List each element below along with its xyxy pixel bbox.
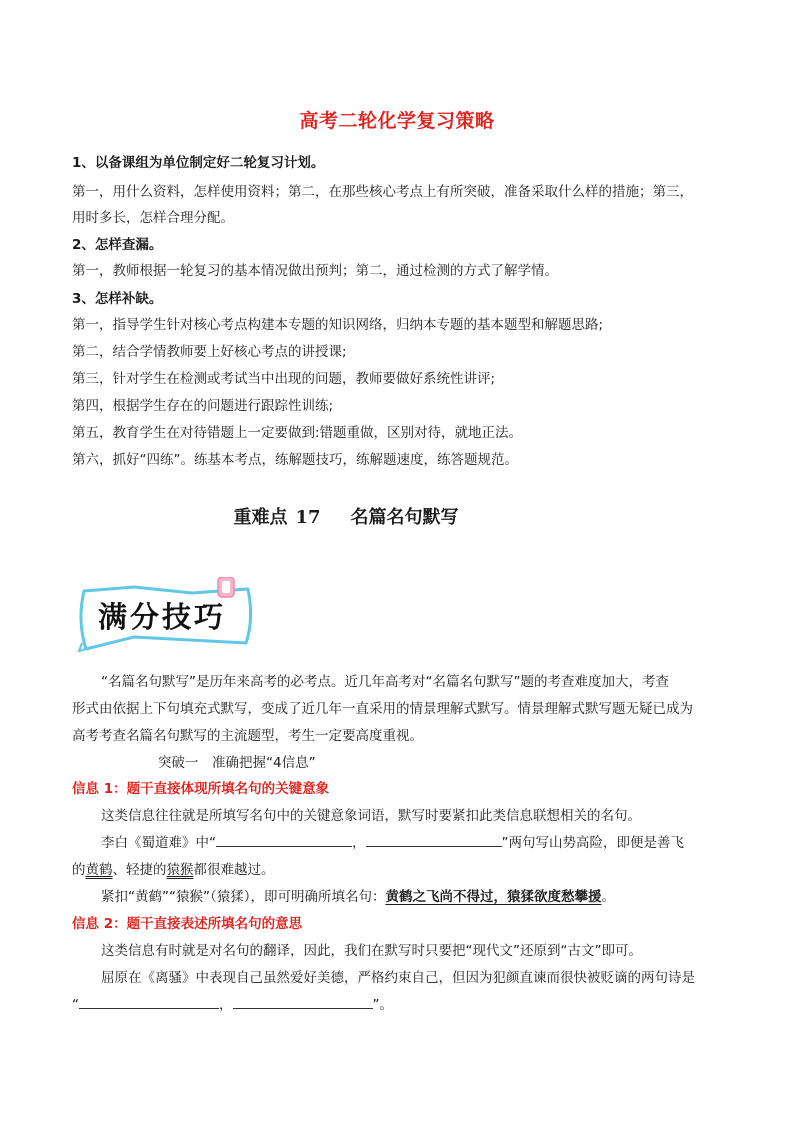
question-text: “	[72, 997, 79, 1013]
intro-line: 用时多长，怎样合理分配。	[72, 210, 234, 226]
intro-line: 第一，教师根据一轮复习的基本情况做出预判；第二，通过检测的方式了解学情。	[72, 263, 558, 279]
intro-heading-1: 1、以备课组为单位制定好二轮复习计划。	[72, 155, 325, 171]
info-1-title: 信息 1：题干直接体现所填名句的关键意象	[72, 781, 330, 797]
intro-paragraph-line: “名篇名句默写”是历年来高考的必考点。近几年高考对“名篇名句默写”题的考查难度加大，考查	[101, 674, 669, 690]
banner-label: 满分技巧	[98, 600, 227, 634]
info-1-answer	[101, 885, 615, 905]
answer-blank[interactable]	[233, 996, 373, 1009]
tips-banner	[74, 577, 252, 655]
section-prefix: 重难点	[233, 507, 288, 528]
question-text: 都很难越过。	[193, 862, 275, 878]
keyword-huanghe: 黄鹤	[85, 862, 113, 878]
intro-line: 第四，根据学生存在的问题进行跟踪性训练;	[72, 398, 334, 414]
info-1-desc: 这类信息往往就是所填写名句中的关键意象词语，默写时要紧扣此类信息联想相关的名句。	[101, 808, 641, 824]
answer-end: 。	[601, 889, 615, 905]
answer-blank[interactable]	[79, 996, 219, 1009]
breakthrough-heading: 突破一 准确把握“4信息”	[158, 755, 316, 771]
info-2-title: 信息 2：题干直接表述所填名句的意思	[72, 916, 303, 932]
page-title: 高考二轮化学复习策略	[299, 110, 495, 132]
info-2-desc: 这类信息有时就是对名句的翻译，因此，我们在默写时只要把“现代文”还原到“古文”即可。	[101, 943, 642, 959]
section-name: 名篇名句默写	[350, 507, 459, 528]
intro-paragraph-line: 形式由依据上下句填充式默写，变成了近几年一直采用的情景理解式默写。情景理解式默写题无疑已成为	[72, 701, 693, 717]
question-text: ，	[219, 997, 233, 1013]
info-1-question	[101, 831, 684, 851]
intro-heading-2: 2、怎样查漏。	[72, 237, 163, 253]
intro-line: 第六，抓好“四练”。练基本考点，练解题技巧，练解题速度，练答题规范。	[72, 452, 518, 468]
intro-paragraph-line: 高考考查名篇名句默写的主流题型，考生一定要高度重视。	[72, 728, 423, 744]
question-text: ，	[352, 835, 366, 851]
section-number: 17	[295, 507, 321, 528]
info-1-question-cont	[72, 858, 275, 878]
intro-line: 第三，针对学生在检测或考试当中出现的问题，教师要做好系统性讲评;	[72, 371, 496, 387]
intro-line: 第一，指导学生针对核心考点构建本专题的知识网络，归纳本专题的基本题型和解题思路;	[72, 317, 604, 333]
question-text: ”两句写山势高险，即便是善飞	[501, 835, 684, 851]
info-2-question: 屈原在《离骚》中表现自己虽然爱好美德，严格约束自己，但因为犯颜直谏而很快被贬谪的两句诗是	[101, 970, 695, 986]
question-text: 的	[72, 862, 86, 878]
intro-heading-3: 3、怎样补缺。	[72, 291, 163, 307]
section-title	[0, 503, 692, 529]
answer-text: 黄鹤之飞尚不得过，猿猱欲度愁攀援	[385, 889, 602, 905]
answer-blank[interactable]	[216, 834, 352, 847]
question-text: 、轻捷的	[112, 862, 167, 878]
answer-lead: 紧扣“黄鹤”“猿猴”（猿猱），即可明确所填名句：	[101, 889, 386, 905]
answer-blank[interactable]	[366, 834, 502, 847]
intro-line: 第五，教育学生在对待错题上一定要做到:错题重做，区别对待，就地正法。	[72, 425, 523, 441]
info-2-blanks	[72, 993, 393, 1013]
question-text: ”。	[372, 997, 393, 1013]
question-text: 李白《蜀道难》中“	[101, 835, 216, 851]
intro-line: 第二，结合学情教师要上好核心考点的讲授课;	[72, 344, 347, 360]
keyword-yuanhou: 猿猴	[166, 862, 194, 878]
intro-line: 第一，用什么资料，怎样使用资料；第二，在那些核心考点上有所突破，准备采取什么样的措施；第三，	[72, 184, 693, 200]
